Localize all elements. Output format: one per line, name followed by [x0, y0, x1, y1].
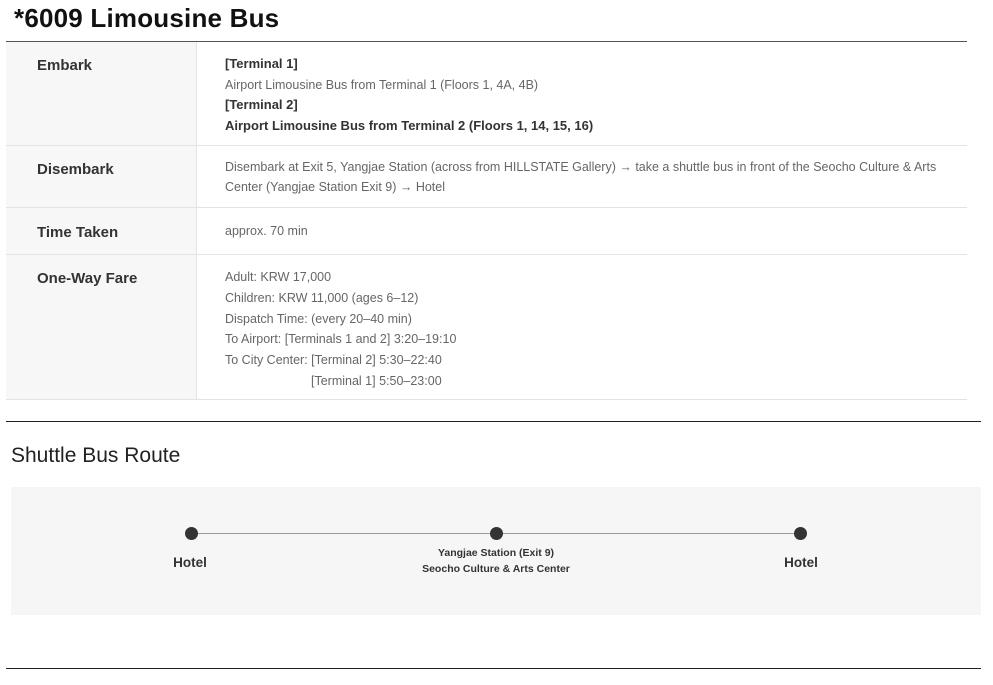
disembark-details [197, 146, 967, 207]
stop-dot-hotel-end [794, 527, 807, 540]
time-taken-details [197, 208, 967, 254]
dispatch-time: Dispatch Time: (every 20–40 min) [225, 311, 412, 326]
time-taken-label: Time Taken [6, 208, 197, 254]
table-row-fare [6, 255, 967, 400]
terminal1-text: Airport Limousine Bus from Terminal 1 (Floors 1, 4A, 4B) [225, 77, 539, 92]
schedule-to-airport: To Airport: [Terminals 1 and 2] 3:20–19:10 [225, 332, 457, 347]
shuttle-section-title: Shuttle Bus Route [11, 444, 181, 467]
terminal2-text: Airport Limousine Bus from Terminal 2 (Floors 1, 14, 15, 16) [225, 117, 594, 133]
time-taken-text: approx. 70 min [225, 224, 308, 238]
disembark-label: Disembark [6, 146, 197, 207]
route-info-table [6, 42, 967, 400]
terminal1-heading: [Terminal 1] [225, 56, 298, 71]
fare-children: Children: KRW 11,000 (ages 6–12) [225, 290, 419, 305]
section-divider [6, 421, 981, 422]
stop-dot-hotel-start [185, 527, 198, 540]
embark-label: Embark [6, 42, 197, 145]
disembark-text: Disembark at Exit 5, Yangjae Station (across from HILLSTATE Gallery) → take a shuttle bus in front of the Seocho Culture & Arts Center (Yangjae Station Exit 9) → Hotel [225, 160, 937, 194]
terminal2-heading: [Terminal 2] [225, 97, 298, 112]
table-row-disembark [6, 146, 967, 208]
stop-label-hotel-end: Hotel [784, 555, 818, 570]
schedule-to-city-terminal2: To City Center: [Terminal 2] 5:30–22:40 [225, 353, 442, 368]
stop-label-yangjae-line1: Yangjae Station (Exit 9) [437, 547, 555, 559]
stop-label-yangjae-line2: Seocho Culture & Arts Center [422, 563, 570, 575]
table-row-time-taken [6, 208, 967, 255]
embark-details [197, 42, 967, 145]
shuttle-route-panel [11, 487, 981, 615]
fare-adult: Adult: KRW 17,000 [225, 270, 332, 284]
schedule-to-city-terminal1: [Terminal 1] 5:50–23:00 [311, 373, 442, 388]
fare-label: One-Way Fare [6, 255, 197, 399]
fare-details [197, 255, 967, 399]
stop-label-hotel-start: Hotel [173, 555, 207, 570]
table-row-embark [6, 42, 967, 146]
bottom-divider [6, 668, 981, 669]
stop-label-yangjae [396, 545, 596, 577]
stop-dot-yangjae [490, 527, 503, 540]
page-title: *6009 Limousine Bus [14, 3, 280, 33]
